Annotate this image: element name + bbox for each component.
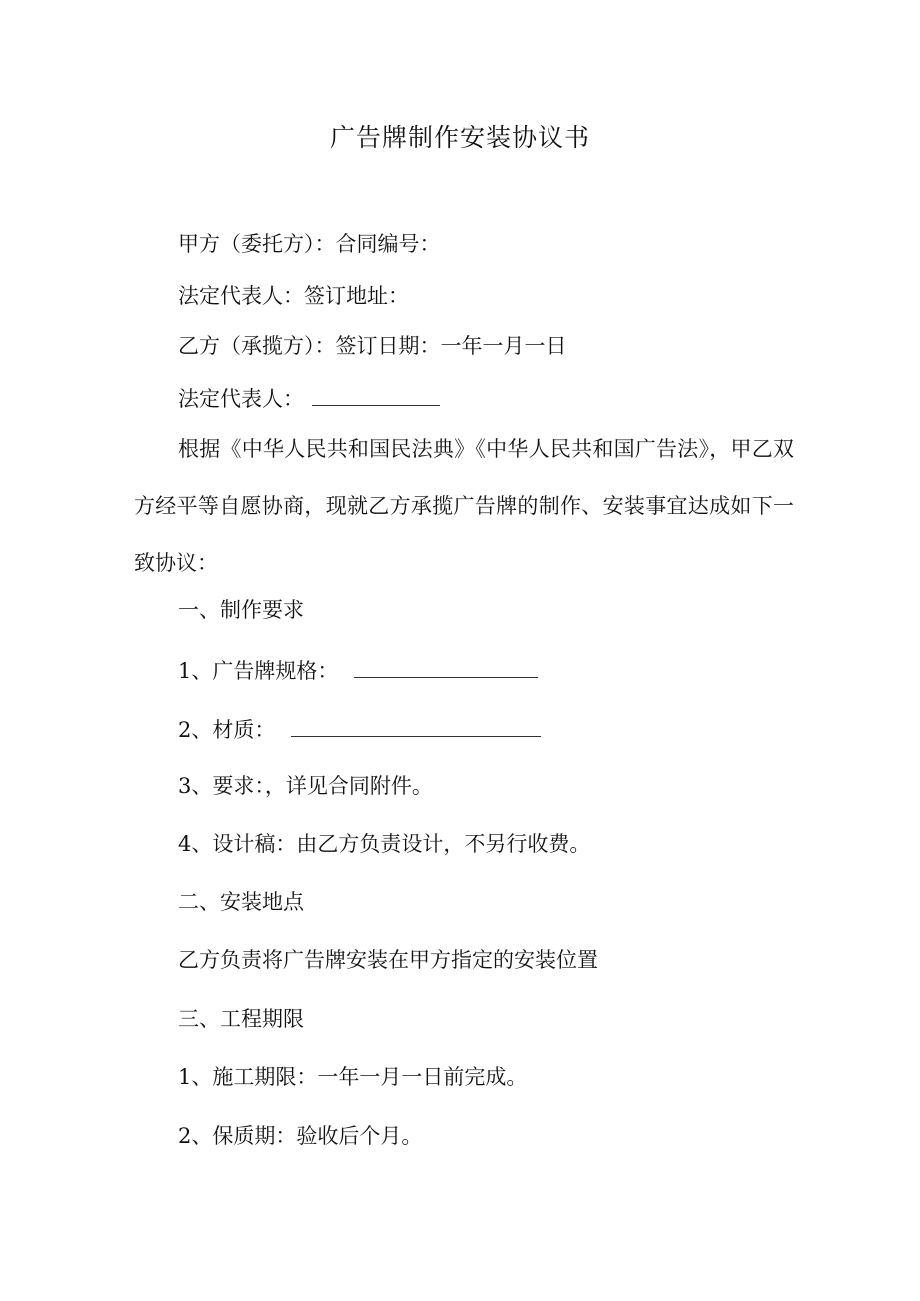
legal-rep-a-line: 法定代表人：签订地址： <box>178 284 409 308</box>
warranty-line: 2、保质期：验收后个月。 <box>178 1124 423 1148</box>
requirement-line: 3、要求：，详见合同附件。 <box>178 774 433 798</box>
intro-paragraph: 根据《中华人民共和国民法典》《中华人民共和国广告法》，甲乙双方经平等自愿协商，现就乙方承揽广告牌的制作、安装事宜达成如下一致协议： <box>134 437 794 575</box>
material-line <box>178 714 541 745</box>
spec-line <box>178 655 538 686</box>
install-location-line: 乙方负责将广告牌安装在甲方指定的安装位置 <box>178 948 598 972</box>
legal-rep-b-blank <box>312 383 440 406</box>
spec-label: 1、广告牌规格： <box>178 659 339 683</box>
party-a-line: 甲方（委托方）：合同编号： <box>178 232 441 256</box>
spec-blank <box>354 655 538 678</box>
period-line: 1、施工期限：一年一月一日前完成。 <box>178 1065 528 1089</box>
section2-heading: 二、安装地点 <box>178 890 304 914</box>
legal-rep-b-line <box>178 383 440 414</box>
design-line: 4、设计稿：由乙方负责设计，不另行收费。 <box>178 832 591 856</box>
party-b-line: 乙方（承揽方）：签订日期：一年一月一日 <box>178 334 567 358</box>
section3-heading: 三、工程期限 <box>178 1007 304 1031</box>
material-blank <box>291 714 541 737</box>
legal-rep-b-label: 法定代表人： <box>178 387 304 411</box>
section1-heading: 一、制作要求 <box>178 598 304 622</box>
document-title: 广告牌制作安装协议书 <box>329 123 590 152</box>
material-label: 2、材质： <box>178 718 276 742</box>
